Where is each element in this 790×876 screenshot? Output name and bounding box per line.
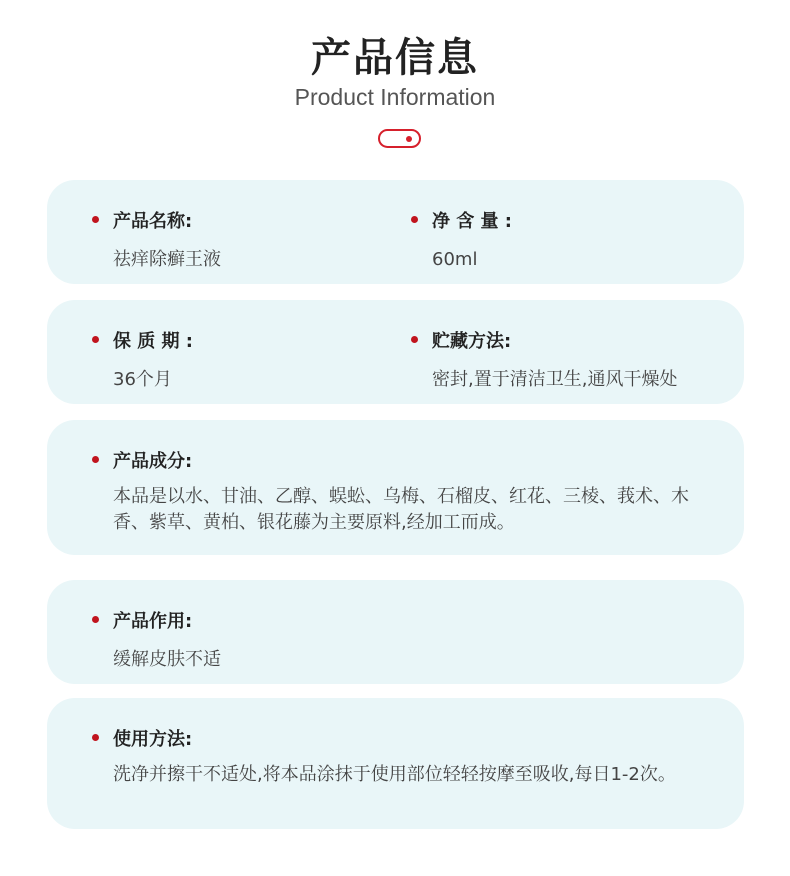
field-net-content	[411, 207, 512, 273]
product-name-label: 产品名称:	[92, 207, 221, 233]
storage-label: 贮藏方法:	[411, 327, 677, 353]
field-storage	[411, 327, 677, 393]
page-subtitle: Product Information	[294, 84, 496, 110]
field-ingredients	[92, 447, 712, 536]
info-card-function	[47, 580, 744, 684]
page-title: 产品信息	[311, 35, 479, 81]
field-function	[92, 607, 221, 673]
shelf-life-value: 36个月	[113, 369, 172, 390]
function-value: 缓解皮肤不适	[113, 649, 221, 670]
field-usage	[92, 725, 704, 788]
pill-dot	[406, 136, 412, 142]
ingredients-label: 产品成分:	[92, 447, 712, 473]
net-content-label: 净 含 量 :	[411, 207, 512, 233]
function-label: 产品作用:	[92, 607, 221, 633]
field-shelf-life	[92, 327, 193, 393]
net-content-value: 60ml	[432, 249, 478, 270]
pill-icon	[378, 129, 421, 148]
info-card-ingredients	[47, 420, 744, 555]
usage-value: 洗净并擦干不适处,将本品涂抹于使用部位轻轻按摩至吸收,每日1-2次。	[113, 764, 676, 785]
storage-value: 密封,置于清洁卫生,通风干燥处	[432, 369, 678, 390]
ingredients-value: 本品是以水、甘油、乙醇、蜈蚣、乌梅、石榴皮、红花、三棱、莪术、木香、紫草、黄柏、银花藤为主要原料,经加工而成。	[113, 486, 689, 533]
shelf-life-label: 保 质 期 :	[92, 327, 193, 353]
field-product-name	[92, 207, 221, 273]
usage-label: 使用方法:	[92, 725, 704, 751]
info-card-shelf-storage	[47, 300, 744, 404]
info-card-usage	[47, 698, 744, 829]
info-card-name-volume	[47, 180, 744, 284]
product-name-value: 祛痒除癣王液	[113, 249, 221, 270]
